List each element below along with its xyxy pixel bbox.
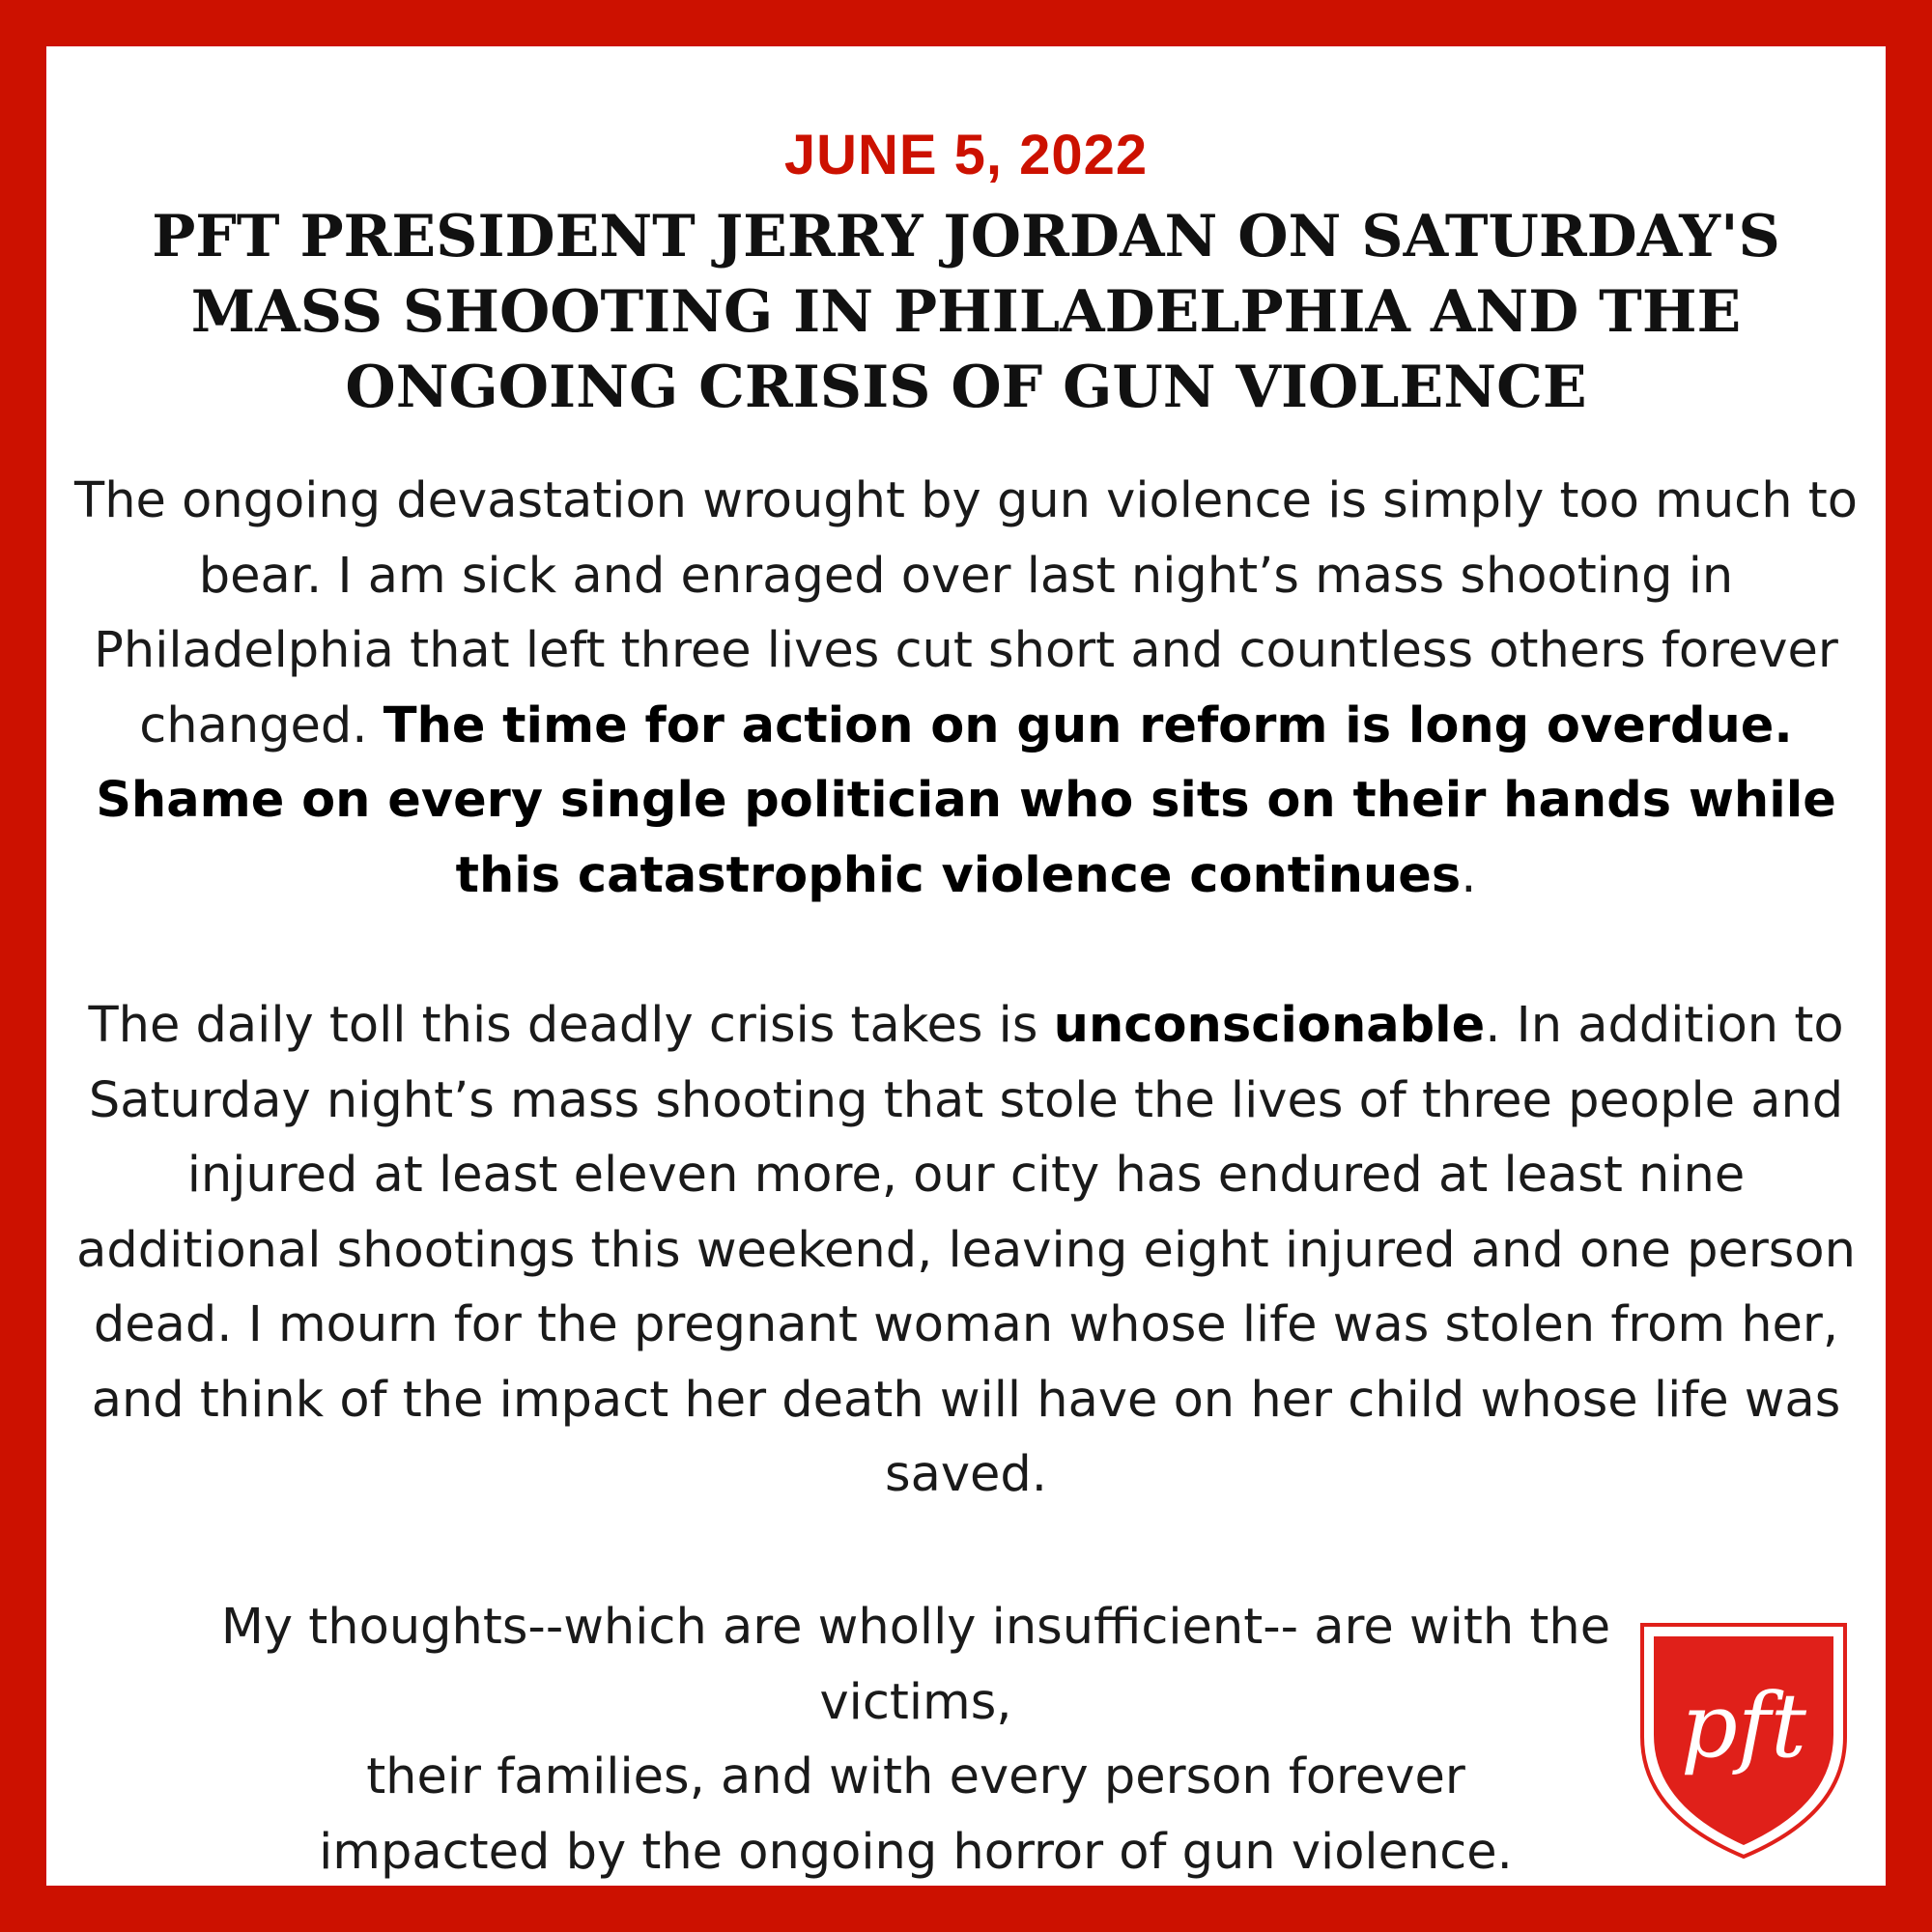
- statement-headline: PFT PRESIDENT JERRY JORDAN ON SATURDAY'S MASS SHOOTING IN PHILADELPHIA AND THE ONGOING CRISIS OF GUN VIOLENCE: [152, 203, 1780, 421]
- paragraph-1-end: .: [1461, 846, 1477, 904]
- paragraph-1: [70, 464, 1862, 913]
- paragraph-2: [70, 988, 1862, 1513]
- statement-card: [46, 46, 1886, 1886]
- paragraph-1-text: The ongoing devastation wrought by gun violence is simply too much to bear. I am sick and enraged over last night’s mass shooting in Philadelphia that left three lives cut short and countless others forever changed.: [74, 472, 1858, 754]
- paragraph-2-end: . In addition to Saturday night’s mass shooting that stole the lives of three people and injured at least eleven more, our city has endured at least nine additional shootings this weekend, leaving eight injured and one person dead. I mourn for the pregnant woman whose life was stolen from her, and think of the impact her death will have on her child whose life was saved.: [76, 997, 1856, 1503]
- statement-date: JUNE 5, 2022: [783, 124, 1149, 186]
- paragraph-3: [124, 1590, 1708, 1889]
- paragraph-3-line-3: impacted by the ongoing horror of gun violence.: [319, 1823, 1513, 1881]
- paragraph-2-bold: unconscionable: [1053, 997, 1486, 1054]
- paragraph-3-line-1: My thoughts--which are wholly insufficient-- are with the victims,: [220, 1599, 1611, 1731]
- pft-shield-logo: [1638, 1621, 1849, 1861]
- logo-text: pft: [1681, 1674, 1806, 1777]
- paragraph-2-text: The daily toll this deadly crisis takes is: [88, 997, 1054, 1054]
- paragraph-1-bold: The time for action on gun reform is long overdue. Shame on every single politician who sits on their hands while this catastrophic violence continues: [96, 696, 1836, 904]
- paragraph-3-line-2: their families, and with every person forever: [366, 1748, 1465, 1805]
